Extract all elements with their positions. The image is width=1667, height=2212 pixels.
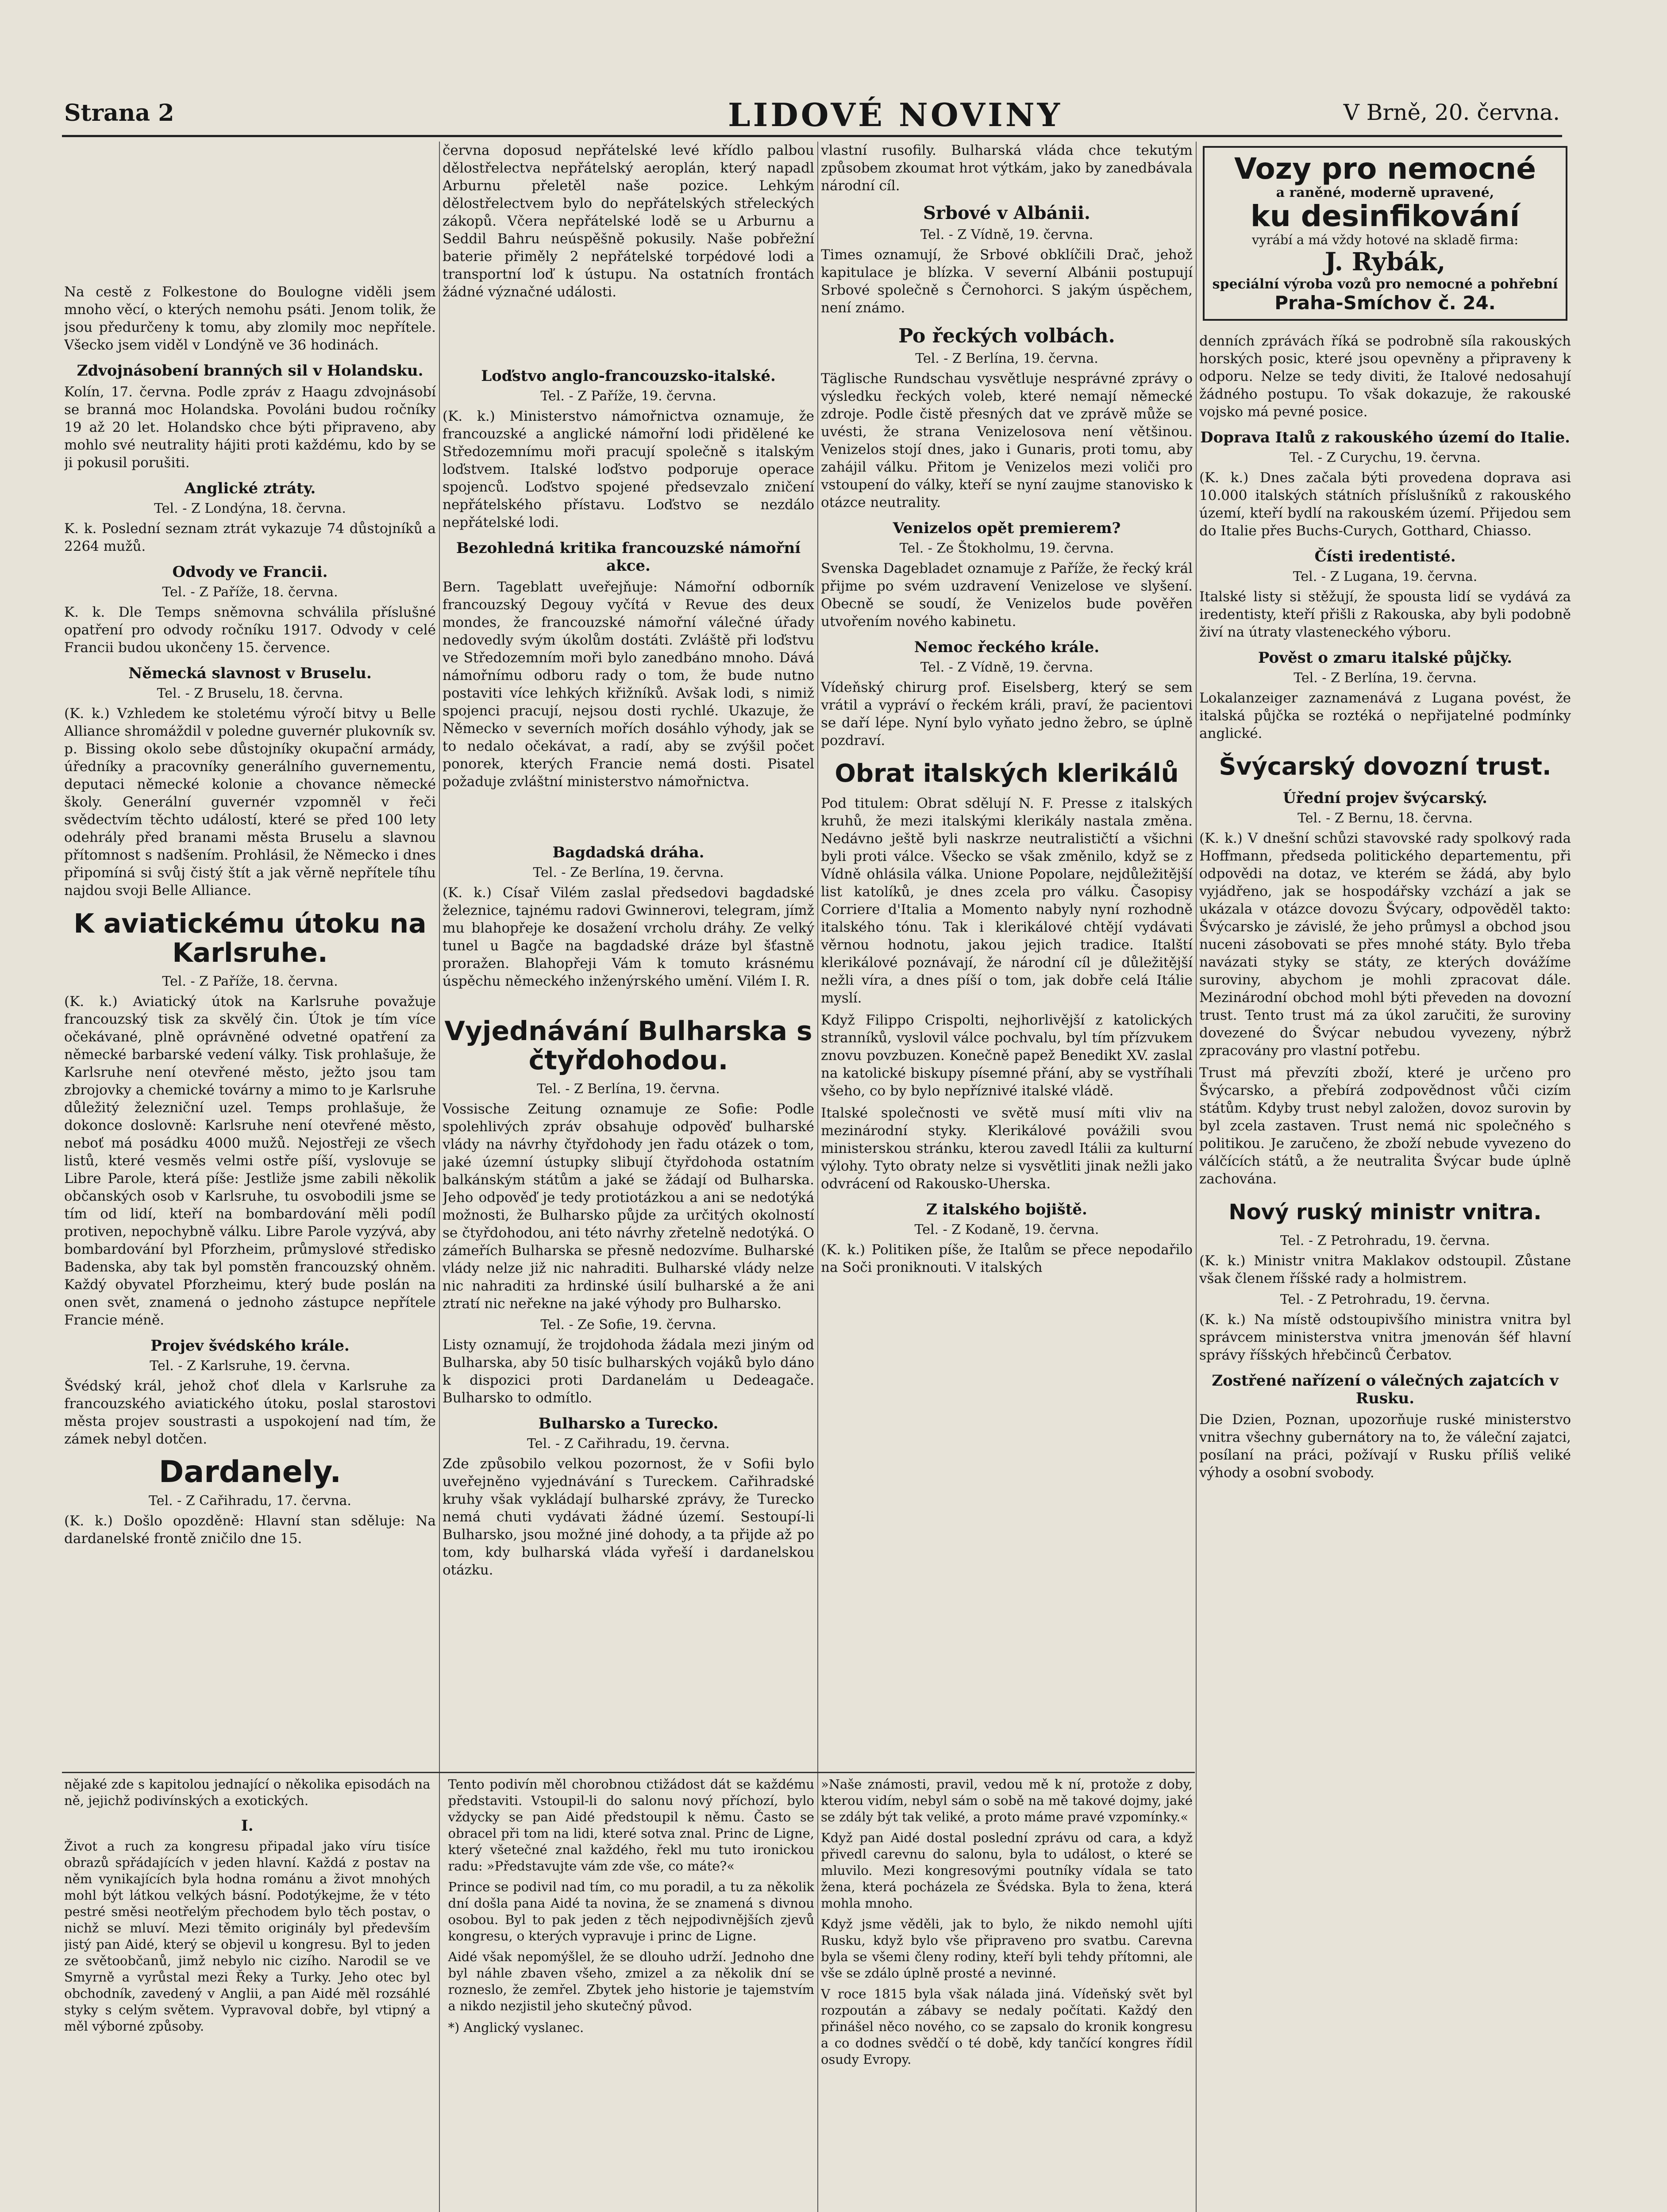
section-heading: Srbové v Albánii. bbox=[923, 203, 1090, 223]
article-text: denních zprávách říká se podrobně síla rakouských horských posic, které jsou opevněny a připraveny k odporu. Nelze se tedy diviti, že Italové nedosahují žádného postupu. To však dokazuje, že rakouské vojsko má pevné posice. bbox=[1199, 333, 1571, 420]
dateline: Tel. - Z Paříže, 19. června. bbox=[540, 388, 716, 404]
headline: K aviatickému útoku na Karlsruhe. bbox=[73, 908, 427, 968]
section-heading: Anglické ztráty. bbox=[184, 480, 316, 497]
article-text: Italské společnosti ve světě musí míti vliv na mezinárodní styky. Klerikálové povážili svou ministerskou stránku, kterou zavedl Itálii za kulturní výlohy. Tyto obraty nelze si vysvětliti jinak nežli jako odvrácení od Rakousko-Uherska. bbox=[821, 1105, 1193, 1192]
advertisement bbox=[1203, 146, 1567, 321]
dateline: Tel. - Z Paříže, 18. června. bbox=[162, 584, 338, 600]
section-heading: Loďstvo anglo-francouzsko-italské. bbox=[481, 367, 776, 385]
dateline: Tel. - Z Vídně, 19. června. bbox=[920, 227, 1093, 242]
section-heading: Pověst o zmaru italské půjčky. bbox=[1258, 649, 1513, 667]
dateline: Tel. - Z Londýna, 18. června. bbox=[154, 501, 346, 516]
section-heading: Doprava Italů z rakouského území do Italie. bbox=[1200, 429, 1570, 446]
feuilleton-text: Když jsme věděli, jak to bylo, že nikdo nemohl ujíti Rusku, když bylo vše připraveno pro svatbu. Carevna byla se všemi členy rodiny, kteří byli tehdy přítomni, ale vše se zdálo úplně prosté a nevinné. bbox=[821, 1916, 1193, 1981]
feuilleton-text: Prince se podivil nad tím, co mu poradil, a tu za několik dní došla pana Aidé ta novina, že se znamená s divnou osobou. Byl to pak jeden z těch nejpodivnějších zjevů kongresu, o kterých vypravuje i princ de Ligne. bbox=[448, 1879, 814, 1943]
article-text: (K. k.) Císař Vilém zaslal předsedovi bagdadské železnice, tajnému radovi Gwinnerovi, telegram, jímž mu blahopřeje ke dosažení vrcholu dráhy. Ze velký tunel u Bagče na bagdadské dráze byl šťastně proražen. Blahopřeji Vám k tomuto krásnému úspěchu německého inženýrského umění. Vilém I. R. bbox=[443, 885, 814, 989]
article-text: Lokalanzeiger zaznamenává z Lugana povést, že italská půjčka se roztéká o nepřijatelné podmínky anglické. bbox=[1199, 690, 1571, 741]
footnote: *) Anglický vyslanec. bbox=[448, 2020, 584, 2035]
article-text: Kolín, 17. června. Podle zpráv z Haagu zdvojnásobí se branná moc Holandska. Povoláni budou ročníky 19 až 20 let. Holandsko chce býti připraveno, aby mohlo své neutrality hájiti proti každému, kdo by se ji pokusil porušiti. bbox=[64, 384, 436, 471]
article-text: Trust má převzíti zboží, které je určeno pro Švýcarsko, a přebírá zodpovědnost vůči cizím státům. Kdyby trust nebyl založen, dovoz surovin by byl zcela zastaven. Trust nemá nic společného s politikou. Je zaručeno, že zboží nebude vyvezeno do válčících států, a že neutralita Švýcar bude úplně zachována. bbox=[1199, 1065, 1571, 1187]
feuilleton-text: Život a ruch za kongresu připadal jako víru tisíce obrazů spřádajících v jeden hlavní. Každá z postav na něm vynikajících byla hodna románu a život mnohých mohl být látkou velkých básní. Podotýkejme, že v této pestré směsi neotřelým přechodem bylo těch postav, o nichž se mluví. Mezi těmito originály byl především jistý pan Aidé, který se objevil u kongresu. Byl to jeden ze světoobčanů, jimž nebylo nic cizího. Narodil se ve Smyrně a vyrůstal mezi Řeky a Turky. Jeho otec byl obchodník, zavedený v Anglii, a pan Aidé měl rozsáhlé styky s celým světem. Vypravoval dobře, byl vtipný a měl výborné způsoby. bbox=[64, 1839, 431, 2034]
dateline: Tel. - Z Berlína, 19. června. bbox=[1294, 670, 1477, 686]
feuilleton-text: V roce 1815 byla však nálada jiná. Vídeňský svět byl rozpoután a zábavy se nedaly počítati. Každý den přinášel něco nového, co se zapsalo do kronik kongresu a co dodnes svědčí o té době, kdy tančící kongres řídil osudy Evropy. bbox=[821, 1986, 1193, 2067]
dateline: Tel. - Z Bernu, 18. června. bbox=[1297, 810, 1473, 826]
dateline: Tel. - Z Bruselu, 18. června. bbox=[157, 686, 343, 701]
headline: Nový ruský ministr vnitra. bbox=[1228, 1200, 1542, 1225]
article-text: (K. k.) Ministerstvo námořnictva oznamuje, že francouzské a anglické námořní lodi přidělené ke Středozemnímu moři pracují společně s italským loďstvem. Italské loďstvo podporuje operace spojenců. Loďstvo spojené předsevzalo zničení nepřátelského přístavu. Loďstvo se nezdálo nepřátelské lodi. bbox=[443, 408, 814, 530]
section-heading: Po řeckých volbách. bbox=[898, 325, 1115, 347]
article-text: (K. k.) Ministr vnitra Maklakov odstoupil. Zůstane však členem říšské rady a holmistrem. bbox=[1199, 1253, 1571, 1286]
article-text: (K. k.) Politiken píše, že Italům se přece nepodařilo na Soči proniknouti. V italských bbox=[821, 1242, 1193, 1275]
section-heading: Bagdadská dráha. bbox=[552, 844, 705, 861]
dateline: Tel. - Ze Berlína, 19. června. bbox=[533, 865, 724, 880]
dateline: Tel. - Z Petrohradu, 19. června. bbox=[1280, 1292, 1490, 1307]
article-text: Když Filippo Crispolti, nejhorlivější z katolických stranníků, vyslovil válce pochvalu, byl tím přízvukem znovu povzbuzen. Konečně papež Benedikt XV. zaslal na katolické biskupy písemné přání, aby se vystříhali všeho, co by bylo nepříznivé italské vládě. bbox=[821, 1012, 1193, 1099]
dateline: Tel. - Z Karlsruhe, 19. června. bbox=[150, 1358, 350, 1374]
dateline: Tel. - Z Paříže, 18. června. bbox=[162, 974, 338, 989]
feuilleton-text: Aidé však nepomýšlel, že se dlouho udrží. Jednoho dne byl náhle zbaven všeho, zmizel a za několik dní se rozneslo, že zemřel. Zbytek jeho historie je tajemstvím a nikdo nezjistil jeho skutečný původ. bbox=[448, 1949, 814, 2013]
column-3 bbox=[821, 142, 1193, 1770]
article-text: Svenska Dagebladet oznamuje z Paříže, že řecký král přijme po svém uzdravení Venizelose ve slyšení. Obecně se soudí, že Venizelos bude pověřen utvořením nového kabinetu. bbox=[821, 561, 1193, 630]
section-heading: Čísti iredentisté. bbox=[1314, 548, 1456, 565]
column-1 bbox=[64, 142, 436, 1770]
article-text: Die Dzien, Poznan, upozorňuje ruské ministerstvo vnitra všechny gubernátory na to, že váleční zajatci, posílaní na práci, požívají v Rusku příliš veliké výhody a osobní svobody. bbox=[1199, 1412, 1571, 1481]
ad-text: speciální výroba vozů pro nemocné a pohřební bbox=[1212, 276, 1558, 292]
section-heading: Nemoc řeckého krále. bbox=[914, 638, 1100, 656]
article-text: Švédský král, jehož choť dlela v Karlsruhe za francouzského aviatického útoku, poslal starostovi města projev soustrasti a uspokojení nad tím, že zámek nebyl dotčen. bbox=[64, 1378, 436, 1447]
article-text: (K. k.) V dnešní schůzi stavovské rady spolkový rada Hoffmann, předseda politického departementu, při odpovědi na dotaz, ve kterém se žádá, aby bylo vyjádřeno, jak se hospodářsky vzchází a jak se ukázala v otázce dovozu Švýcary, odpověděl takto: Švýcarsko je závislé, že jeho průmysl a obchod jsou nuceni zásobovati se přes mnohé státy. Bylo třeba navázati styky se státy, ze kterých dovážíme suroviny, abychom je mohli zpracovat dále. Mezinárodní obchod mohl býti převeden na dovozní trust. Tento trust má za úkol zaručiti, že suroviny dovezené do Švýcar nebudou vyvezeny, nýbrž zpracovány pro vlastní potřebu. bbox=[1199, 830, 1571, 1059]
dateline: Tel. - Z Lugana, 19. června. bbox=[1293, 569, 1478, 584]
section-heading: Zostřené nařízení o válečných zajatcích v Rusku. bbox=[1212, 1372, 1559, 1407]
dateline: Tel. - Z Curychu, 19. června. bbox=[1289, 450, 1481, 465]
section-heading: Bulharsko a Turecko. bbox=[538, 1415, 719, 1432]
dateline: Tel. - Z Berlína, 19. června. bbox=[915, 351, 1098, 366]
headline: Obrat italských klerikálů bbox=[835, 759, 1179, 788]
article-text: K. k. Dle Temps sněmovna schválila příslušné opatření pro odvody ročníku 1917. Odvody v celé Francii budou ukončeny 15. července. bbox=[64, 604, 436, 656]
column-4 bbox=[1199, 142, 1571, 2212]
feuilleton-rule bbox=[62, 1772, 1195, 1773]
article-text: K. k. Poslední seznam ztrát vykazuje 74 důstojníků a 2264 mužů. bbox=[64, 521, 436, 554]
section-heading: Bezohledná kritika francouzské námořní akce. bbox=[456, 539, 801, 575]
section-number: I. bbox=[241, 1817, 254, 1835]
section-heading: Německá slavnost v Bruselu. bbox=[128, 664, 372, 682]
article-text: (K. k.) Vzhledem ke stoletému výročí bitvy u Belle Alliance shromáždil v poledne guvernér plukovník sv. p. Bissing okolo sebe důstojníky okupační armády, úředníky a pracovníky generálního guvernementu, deputaci německé kolonie a chovance německé školy. Generální guvernér vzpomněl v řeči svědectvím těchto událostí, které se před 100 lety odehrály před branami města Bruselu a slavnou přítomnost s nadšením. Prohlásil, že Německo i dnes připomíná si svůj čistý štít a jak věrně nepřítele tíhu najdou svoji Belle Alliance. bbox=[64, 706, 436, 899]
dateline: Tel. - Ze Štokholmu, 19. června. bbox=[899, 541, 1114, 556]
section-heading: Z italského bojiště. bbox=[926, 1201, 1087, 1218]
column-divider bbox=[1196, 142, 1197, 2212]
dateline: Tel. - Z Berlína, 19. června. bbox=[537, 1081, 720, 1097]
article-text: Vossische Zeitung oznamuje ze Sofie: Podle spolehlivých zpráv obsahuje odpověď bulharské vlády na návrhy čtyřdohody jen řadu otázek o tom, jaké územní ústupky slibují čtyřdohoda ostatním balkánským státům a jaké se žádají od Bulharska. Jeho odpověď je tedy protiotázkou a ani se nedotýká možnosti, že Bulharsko půjde za určitých okolností se čtyřdohodou, ani této návrhy zřetelně nedotýká. O zámeřích Bulharska se přesně nedozvíme. Bulharské vlády nelze již nic nahraditi. Bulharské vlády nelze nic nahraditi za hrdinské úsilí bulharské a že ani ztratí nic neřekne na jaké výhody pro Bulharsko. bbox=[443, 1101, 814, 1312]
place-date: V Brně, 20. června. bbox=[1343, 100, 1560, 125]
article-text: června doposud nepřátelské levé křídlo palbou dělostřelectva nepřátelský aeroplán, který napadl Arburnu přeletěl naše pozice. Lehkým dělostřelectvem bylo do nepřátelských střeleckých zákopů. Včera nepřátelské lodě se u Arburnu a Seddil Bahru neúspěšně pokusily. Naše pobřežní baterie přiměly 2 nepřátelské torpédové lodi a transportní loď k ústupu. Na ostatních frontách žádné význačné události. bbox=[443, 142, 814, 300]
feuilleton-text: nějaké zde s kapitolou jednající o několika episodách na ně, jejichž podivínských a exotických. bbox=[64, 1777, 431, 1808]
article-text: Zde způsobilo velkou pozornost, že v Sofii bylo uveřejněno vyjednávání s Tureckem. Cařihradské kruhy však vykládají bulharské zprávy, že Turecko nemá chuti vydávati žádné území. Sestoupí-li Bulharsko, jsou možné jiné dohody, a ta přijde až po tom, kdy bulharská vláda vyřeší i dardanelskou otázku. bbox=[443, 1456, 814, 1578]
section-heading: Projev švédského krále. bbox=[150, 1337, 350, 1355]
ad-headline: ku desinfikování bbox=[1250, 199, 1520, 233]
ad-address: Praha-Smíchov č. 24. bbox=[1274, 292, 1496, 314]
article-text: Listy oznamují, že trojdohoda žádala mezi jiným od Bulharska, aby 50 tisíc bulharských vojáků bylo dáno k dispozici proti Dardanelám u Dedeagače. Bulharsko to odmítlo. bbox=[443, 1337, 814, 1406]
dateline: Tel. - Ze Sofie, 19. června. bbox=[540, 1317, 716, 1333]
masthead-rule bbox=[62, 135, 1562, 137]
headline: Švýcarský dovozní trust. bbox=[1219, 753, 1552, 780]
dateline: Tel. - Z Petrohradu, 19. června. bbox=[1280, 1233, 1490, 1248]
feuilleton-text: »Naše známosti, pravil, vedou mě k ní, protože z doby, kterou vidím, nebyl sám o sobě na mě takové dojmy, jaké se zdály být tak veliké, a proto máme pravé vzpomínky.« bbox=[821, 1777, 1193, 1824]
article-text: (K. k.) Na místě odstoupivšího ministra vnitra byl správcem ministerstva vnitra jmenován šéf hlavní správy říšských hřebčinců Čerbatov. bbox=[1199, 1312, 1571, 1363]
feuilleton-right bbox=[821, 1776, 1193, 2212]
article-text: vlastní rusofily. Bulharská vláda chce tekutým způsobem zkoumat hrot výtkám, jako by zanedbávala národní cíl. bbox=[821, 142, 1193, 194]
article-text: Italské listy si stěžují, že spousta lidí se vydává za iredentisty, kteří přišli z Rakouska, aby byli podobně živí na útraty vlasteneckého výboru. bbox=[1199, 589, 1571, 640]
article-text: Vídeňský chirurg prof. Eiselsberg, který se sem vrátil a vypráví o řeckém králi, praví, že pacientovi se daří lépe. Nyní bylo vyňato jedno žebro, se úplně pozdraví. bbox=[821, 680, 1193, 749]
page-number: Strana 2 bbox=[64, 100, 174, 127]
section-heading: Odvody ve Francii. bbox=[172, 563, 328, 581]
section-heading: Zdvojnásobení branných sil v Holandsku. bbox=[77, 362, 423, 380]
article-text: Na cestě z Folkestone do Boulogne viděli jsem mnoho věcí, o kterých nemohu psáti. Jenom tolik, že jsou předurčeny k tomu, aby zlomily moc nepřítele. Všecko jsem viděl v Londýně ve 36 hodinách. bbox=[64, 284, 436, 353]
article-text: Times oznamují, že Srbové obklíčili Drač, jehož kapitulace je blízka. V severní Albánii postupují Srbové společně s Černohorci. S jakým úspěchem, není známo. bbox=[821, 247, 1193, 316]
headline: Dardanely. bbox=[158, 1455, 342, 1490]
masthead bbox=[64, 96, 1560, 135]
ad-headline: Vozy pro nemocné bbox=[1234, 152, 1536, 186]
column-2 bbox=[443, 142, 814, 1770]
column-divider bbox=[817, 142, 818, 2212]
dateline: Tel. - Z Cařihradu, 17. června. bbox=[149, 1493, 351, 1509]
feuilleton-text: Tento podivín měl chorobnou ctižádost dát se každému představiti. Vstoupil-li do salonu nový příchozí, bylo vždycky se pan Aidé předstoupil k němu. Často se obracel při tom na lidi, které sotva znal. Princ de Ligne, který všetečné znal každého, řekl mu tuto ironickou radu: »Představujte vám zde vše, co máte?« bbox=[448, 1777, 814, 1874]
ad-subline: a raněné, moderně upravené, bbox=[1276, 185, 1494, 200]
newspaper-title: LIDOVÉ NOVINY bbox=[728, 96, 1063, 134]
subheading: Úřední projev švýcarský. bbox=[1282, 789, 1488, 807]
section-heading: Venizelos opět premierem? bbox=[893, 519, 1121, 537]
dateline: Tel. - Z Vídně, 19. června. bbox=[920, 660, 1093, 675]
article-text: (K. k.) Aviatický útok na Karlsruhe považuje francouzský tisk za skvělý čin. Útok je tím více očekávané, plně oprávněné odvetné opatření za německé barbarské vedení války. Tisk prohlašuje, že Karlsruhe není otevřené město, ježto jsou tam zbrojovky a chemické továrny a mimo to je Karlsruhe důležitý železniční uzel. Temps prohlašuje, že dokonce doslovně: Karlsruhe není otevřené město, neboť má posádku 4000 mužů. Nejostřeji ze všech listů, které vesměs velmi ostře píší, vyslovuje se Libre Parole, která píše: Jestliže jsme zabili několik občanských osob v Karlsruhe, tu osvobodili jsme se tím od lidí, kteří na bombardování měli podíl protiven, nepochybně válku. Libre Parole vyzývá, aby bombardování byl Pforzheim, průmyslové středisko Badenska, aby tak byl pomstěn francouzský ohněm. Každý obyvatel Pforzheimu, který bude poslán na onen svět, znamená o jednoho zástupce nepřítele Francie méně. bbox=[64, 994, 436, 1328]
dateline: Tel. - Z Cařihradu, 19. června. bbox=[527, 1436, 730, 1452]
ad-firm-name: J. Rybák, bbox=[1324, 247, 1446, 276]
feuilleton-left bbox=[64, 1776, 814, 2212]
article-text: Bern. Tageblatt uveřejňuje: Námořní odborník francouzský Degouy vyčítá v Revue des deux mondes, že francouzské námořní válečné úřady nedovedly svým úkolům dostáti. Zvláště při loďstvu ve Středozemním moři bylo zanedbáno mnoho. Dává námořnímu odboru rady o tom, že bude nutno postaviti více lehkých křižníků. Avšak lodi, s nimiž spojenci pracují, nejsou dosti rychlé. Ukazuje, že Německo v severních mořích dosáhlo výhody, jak se to nedalo očekávat, a radí, aby se zvýšil počet ponorek, kterých Francie nemá dosti. Pisatel požaduje zvláštní ministerstvo námořnictva. bbox=[443, 579, 814, 790]
article-text: (K. k.) Došlo opozděně: Hlavní stan sděluje: Na dardanelské frontě zničilo dne 15. bbox=[64, 1513, 436, 1547]
dateline: Tel. - Z Kodaně, 19. června. bbox=[914, 1222, 1099, 1237]
article-text: (K. k.) Dnes začala býti provedena doprava asi 10.000 italských státních příslušníků z rakouského území, kteří bydlí na rakouském území. Přijedou sem do Italie přes Buchs-Curych, Gotthard, Chiasso. bbox=[1199, 470, 1571, 539]
headline: Vyjednávání Bulharska s čtyřdohodou. bbox=[444, 1016, 812, 1076]
article-text: Pod titulem: Obrat sdělují N. F. Presse z italských kruhů, že mezi italskými klerikály nastala změna. Nedávno ještě byli naskrze neutralističtí a všichni byli proti válce. Všecko se však změnilo, když se z Vídně ohlásila válka. Unione Popolare, nejdůležitější list katolíků, je dnes zcela pro válku. Časopisy Corriere d'Italia a Momento nabyly nyní rozhodně italského tónu. Tak i klerikálové chtějí vydávati věrnou hodnotu, jakou jejich tradice. Italští klerikálové poznávají, že národní cíl je důležitější nežli víra, a dnes píší o tom, jak dobře celá Itálie myslí. bbox=[821, 795, 1193, 1006]
feuilleton-text: Když pan Aidé dostal poslední zprávu od cara, a když přivedl carevnu do salonu, byla to událost, o které se mluvilo. Mezi kongresovými poutníky vídala se tato žena, která pocházela ze Švédska. Byla to žena, která mohla mnoho. bbox=[821, 1830, 1193, 1911]
article-text: Täglische Rundschau vysvětluje nesprávné zprávy o výsledku řeckých voleb, které nemají německé zdroje. Podle čistě přesných dat ve zprávě může se uvésti, že strana Venizelosova není většinou. Venizelos stojí dnes, jako i Gunaris, proti tomu, aby zahájil válku. Přitom je Venizelos mezi voliči pro vstoupení do války, kteří se nyní zaujme stanovisko k otázce neutrality. bbox=[821, 371, 1193, 511]
ad-text: vyrábí a má vždy hotové na skladě firma: bbox=[1251, 232, 1519, 247]
